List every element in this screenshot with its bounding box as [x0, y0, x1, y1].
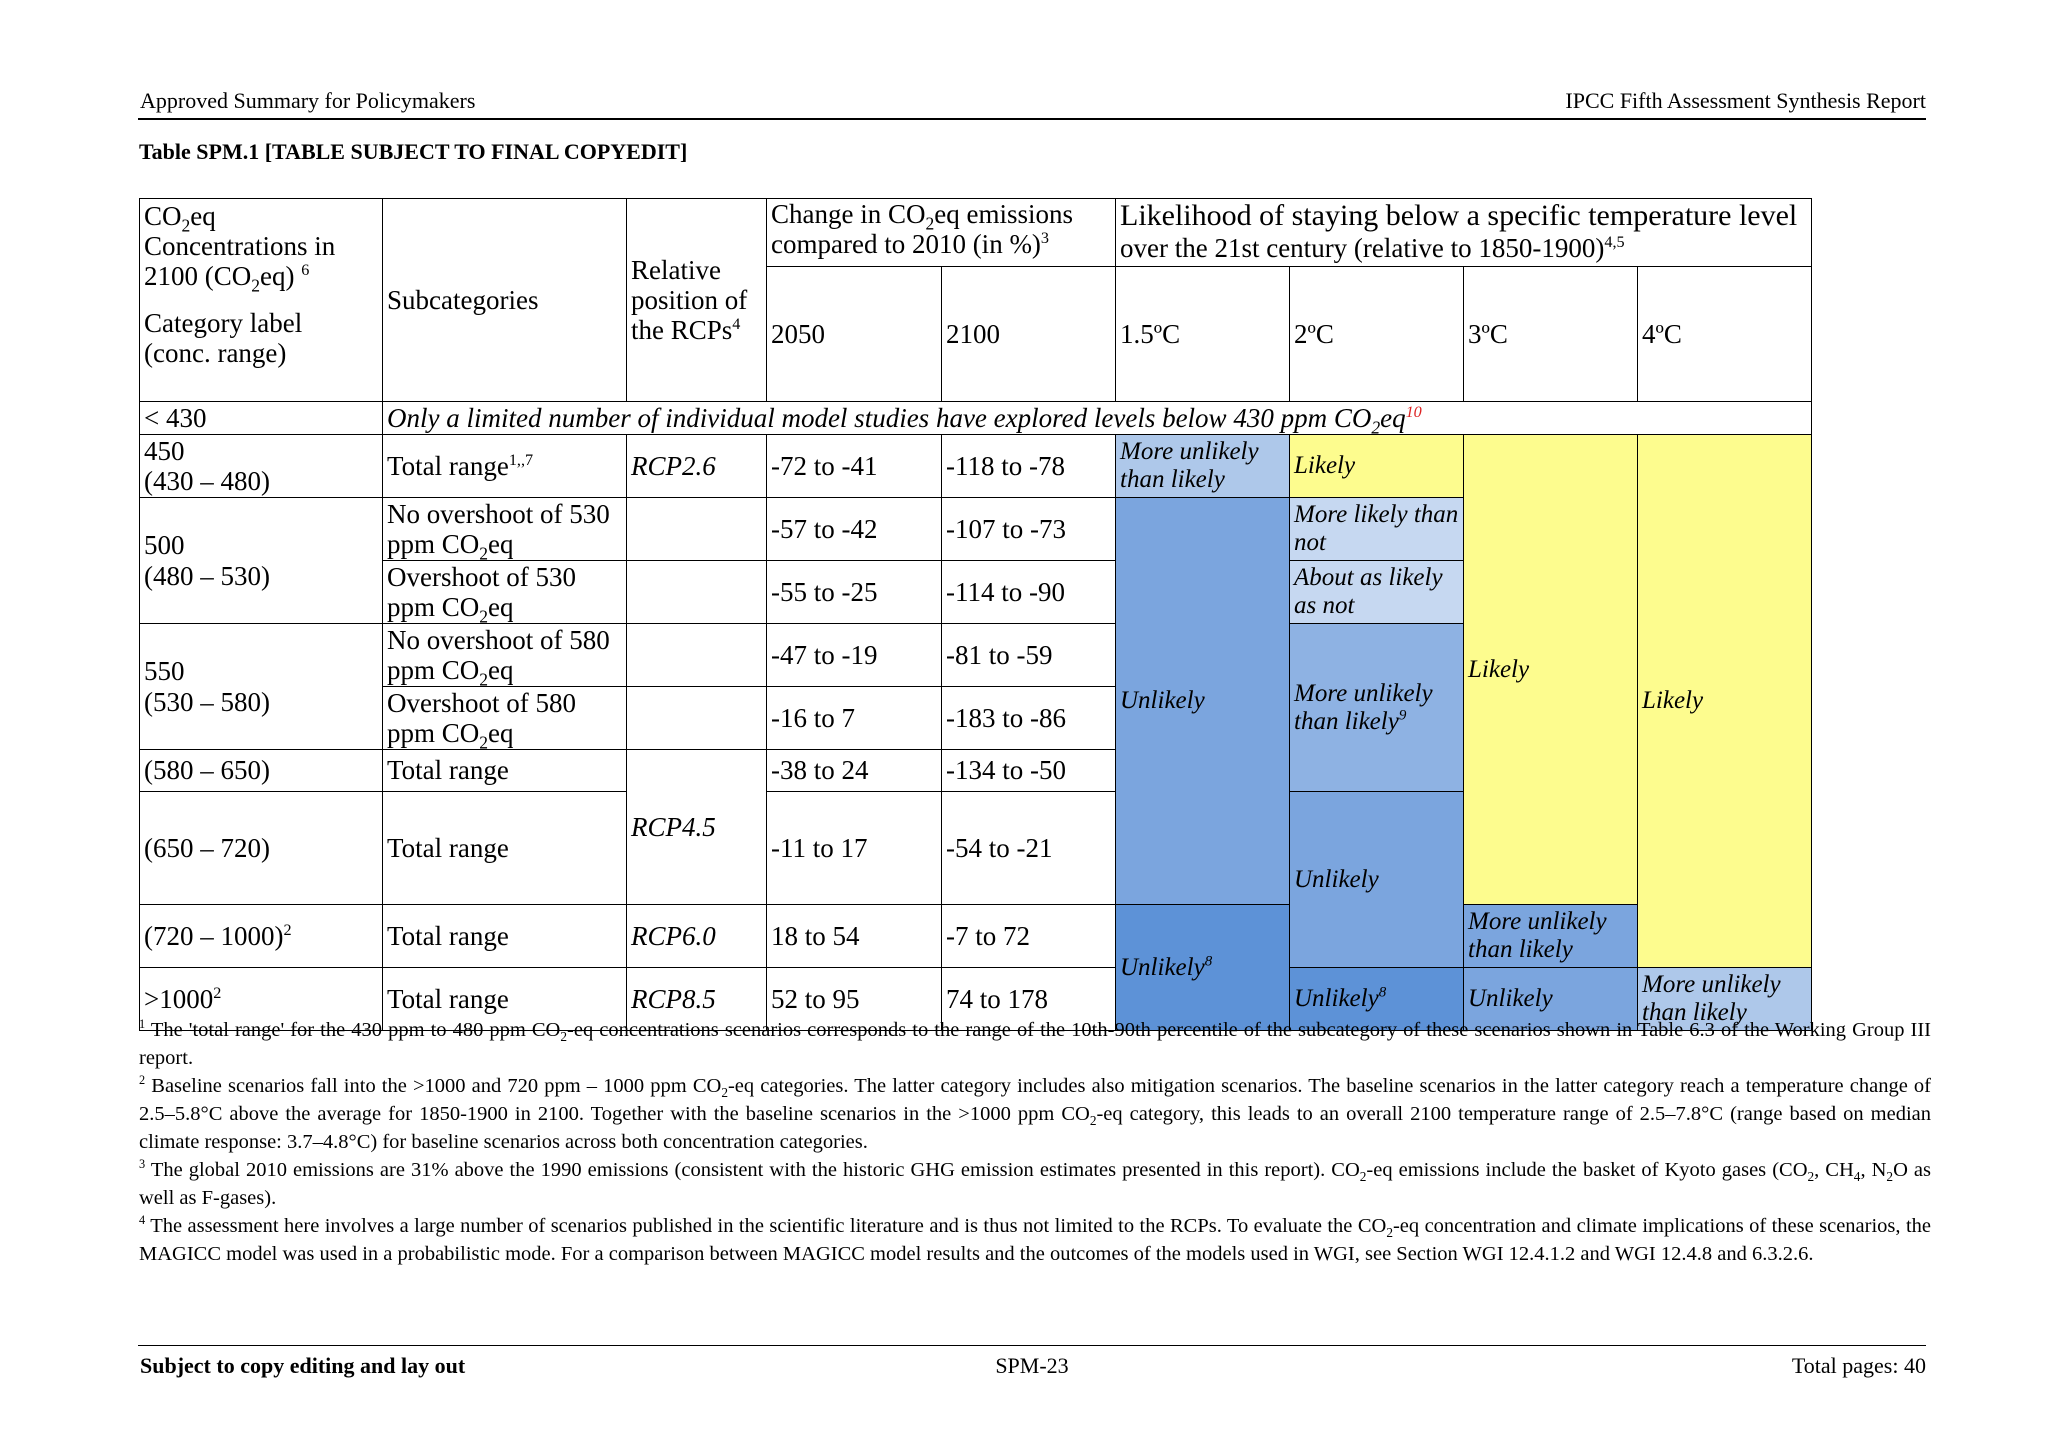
change-2100: -114 to -90	[942, 561, 1116, 624]
likelihood-1-5c: More unlikely than likely	[1116, 435, 1290, 498]
likelihood-2c-more-unlikely: More unlikely than likely$^9$	[1290, 624, 1464, 792]
change-2100: -7 to 72	[942, 905, 1116, 968]
change-2050: -11 to 17	[767, 792, 942, 905]
header-change-emissions: Change in $CO_2eq$ emissions compared to 2010 (in %)$^3$	[767, 199, 1116, 267]
header-4c: 4ºC	[1638, 267, 1812, 402]
header-category-label: Category label	[144, 307, 303, 338]
likelihood-3c: More unlikely than likely	[1464, 905, 1638, 968]
change-2050: -57 to -42	[767, 498, 942, 561]
rcp-6-0: RCP6.0	[627, 905, 767, 968]
likelihood-3c-likely: Likely	[1464, 435, 1638, 905]
change-2100: -183 to -86	[942, 687, 1116, 750]
likelihood-1-5c-unlikely: Unlikely	[1116, 498, 1290, 905]
total-pages: Total pages: 40	[1791, 1353, 1926, 1378]
page-header	[138, 86, 1926, 120]
row-label-500: 500 (480 – 530)	[140, 498, 383, 624]
change-2100: -107 to -73	[942, 498, 1116, 561]
subcategory-total-range: Total range	[383, 750, 627, 792]
header-2050: 2050	[767, 267, 942, 402]
footnote-3: $^3$ The global 2010 emissions are 31% above the 1990 emissions (consistent with the historic GHG emission estimates presented in this report). $CO_2-eq$ emissions include the basket of Kyoto gases ($CO_2$, $CH_4$, $N_2O$ as well as F-gases).	[139, 1157, 1931, 1209]
row-label-550: 550 (530 – 580)	[140, 624, 383, 750]
footnote-1: $^1$ The 'total range' for the 430 ppm to 480 ppm $CO_2-eq$ concentrations scenarios corresponds to the range of the 10th-90th percentile of the subcategory of these scenarios shown in Table 6.3 of the Working Group III report.	[139, 1017, 1931, 1069]
change-2100: -118 to -78	[942, 435, 1116, 498]
footer-left: Subject to copy editing and lay out	[140, 1353, 466, 1378]
change-2100: -134 to -50	[942, 750, 1116, 792]
likelihood-1-5c-unlikely-8: Unlikely$^8$	[1116, 905, 1290, 1031]
likelihood-2c: More likely than not	[1290, 498, 1464, 561]
header-likelihood: Likelihood of staying below a specific temperature level over the 21st century (relative to 1850-1900)$^{4,5}$	[1116, 199, 1812, 267]
likelihood-4c: More unlikely than likely	[1638, 968, 1812, 1031]
row-label-1000: $>1000^2$	[140, 968, 383, 1031]
change-2050: -72 to -41	[767, 435, 942, 498]
header-relative-position: Relative position of the RCPs$^4$	[627, 199, 767, 402]
footnotes	[139, 1016, 1931, 1268]
header-left: Approved Summary for Policymakers	[140, 88, 476, 113]
change-2050: -16 to 7	[767, 687, 942, 750]
header-1-5c: 1.5ºC	[1116, 267, 1290, 402]
change-2100: -81 to -59	[942, 624, 1116, 687]
change-2050: -38 to 24	[767, 750, 942, 792]
page-footer	[138, 1345, 1926, 1386]
likelihood-2c: Unlikely$^8$	[1290, 968, 1464, 1031]
header-3c: 3ºC	[1464, 267, 1638, 402]
row-label-650-720: (650 – 720)	[140, 792, 383, 905]
table-row	[140, 905, 1812, 968]
rcp-2-6: RCP2.6	[627, 435, 767, 498]
table-row	[140, 402, 1812, 435]
page-number: SPM-23	[995, 1353, 1069, 1378]
spm-table	[139, 198, 1812, 1031]
change-2050: -55 to -25	[767, 561, 942, 624]
likelihood-4c-likely: Likely	[1638, 435, 1812, 968]
row-label-below-430: < 430	[140, 402, 383, 435]
subcategory-no-overshoot-530: No overshoot of 530 ppm $CO_2eq$	[383, 498, 627, 561]
change-2050: 52 to 95	[767, 968, 942, 1031]
change-2100: 74 to 178	[942, 968, 1116, 1031]
footnote-2: $^2$ Baseline scenarios fall into the >1000 and 720 ppm – 1000 ppm $CO_2-eq$ categories. The latter category includes also mitigation scenarios. The baseline scenarios in the latter category reach a temperature change of 2.5–5.8°C above the average for 1850-1900 in 2100. Together with the baseline scenarios in the >1000 ppm $CO_2-eq$ category, this leads to an overall 2100 temperature range of 2.5–7.8°C (range based on median climate response: 3.7–4.8°C) for baseline scenarios across both concentration categories.	[139, 1073, 1931, 1153]
change-2050: -47 to -19	[767, 624, 942, 687]
header-subcategories: Subcategories	[383, 199, 627, 402]
header-right: IPCC Fifth Assessment Synthesis Report	[1565, 88, 1926, 113]
table-title: Table SPM.1 [TABLE SUBJECT TO FINAL COPYEDIT]	[139, 139, 688, 164]
subcategory-no-overshoot-580: No overshoot of 580 ppm $CO_2eq$	[383, 624, 627, 687]
likelihood-2c-unlikely: Unlikely	[1290, 792, 1464, 968]
below-430-note: Only a limited number of individual model studies have explored levels below 430 ppm $CO_2eq^{10}$	[383, 402, 1812, 435]
likelihood-2c: Likely	[1290, 435, 1464, 498]
likelihood-2c: About as likely as not	[1290, 561, 1464, 624]
row-label-720-1000: (720 – 1000)$^2$	[140, 905, 383, 968]
footnote-4: $^4$ The assessment here involves a large number of scenarios published in the scientific literature and is thus not limited to the RCPs. To evaluate the $CO_2-eq$ concentration and climate implications of these scenarios, the MAGICC model was used in a probabilistic mode. For a comparison between MAGICC model results and the outcomes of the models used in WGI, see Section WGI 12.4.1.2 and WGI 12.4.8 and 6.3.2.6.	[139, 1213, 1931, 1265]
table-row	[140, 435, 1812, 498]
header-2c: 2ºC	[1290, 267, 1464, 402]
change-2100: -54 to -21	[942, 792, 1116, 905]
subcategory-total-range: Total range	[383, 968, 627, 1031]
row-label-580-650: (580 – 650)	[140, 750, 383, 792]
header-concentration: $CO_2eq$ Concentrations in 2100 $(CO_2eq)$ $^6$ Category label (conc. range)	[140, 199, 383, 402]
rcp-8-5: RCP8.5	[627, 968, 767, 1031]
change-2050: 18 to 54	[767, 905, 942, 968]
likelihood-3c: Unlikely	[1464, 968, 1638, 1031]
subcategory-total-range: Total range	[383, 905, 627, 968]
subcategory-overshoot-580: Overshoot of 580 ppm $CO_2eq$	[383, 687, 627, 750]
row-label-450: 450 (430 – 480)	[140, 435, 383, 498]
header-conc-range: (conc. range)	[144, 337, 287, 368]
rcp-4-5: RCP4.5	[627, 750, 767, 905]
header-2100: 2100	[942, 267, 1116, 402]
subcategory-total-range: Total range$^{1,,7}$	[383, 435, 627, 498]
subcategory-total-range: Total range	[383, 792, 627, 905]
subcategory-overshoot-530: Overshoot of 530 ppm $CO_2eq$	[383, 561, 627, 624]
